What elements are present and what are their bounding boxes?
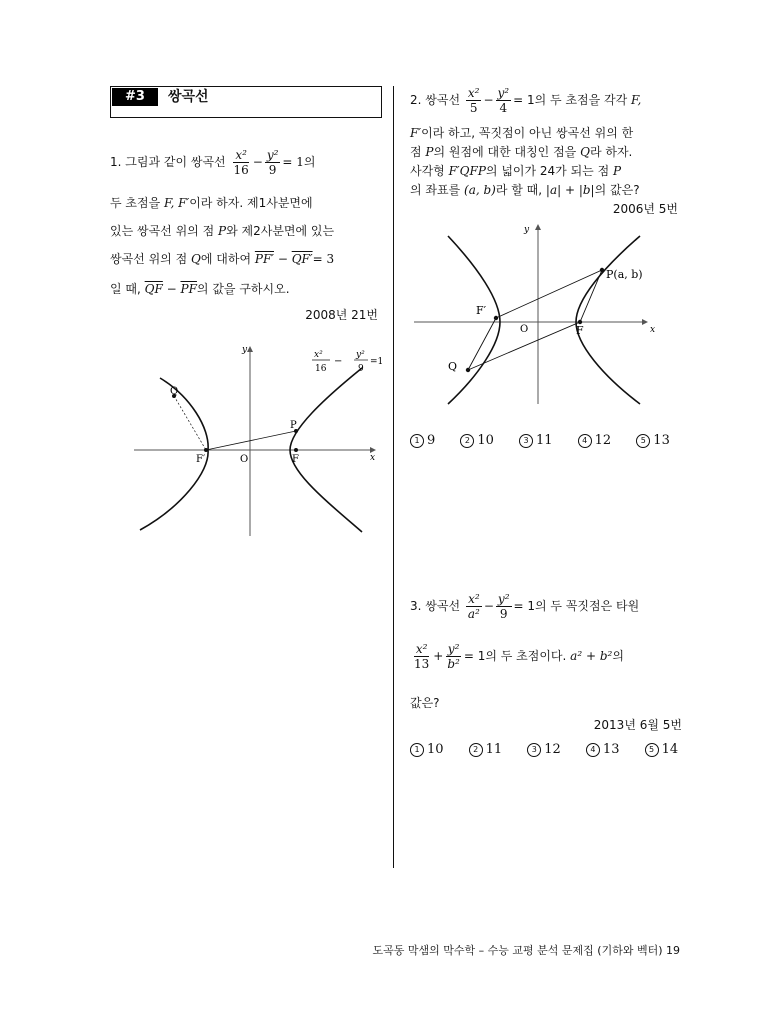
q2-line2: F′이라 하고, 꼭짓점이 아닌 쌍곡선 위의 한 — [410, 126, 634, 140]
q1-source: 2008년 21번 — [305, 308, 378, 322]
graph1-segment-pf — [206, 431, 296, 450]
section-badge: #3 — [112, 88, 158, 106]
graph1-eq-num2: y² — [356, 350, 365, 360]
graph1-x-label: x — [370, 453, 376, 463]
q2-choice-1[interactable]: 1 9 — [410, 433, 435, 448]
graph2-x-label: x — [650, 325, 656, 335]
graph1-y-label: y — [242, 345, 248, 355]
graph1-origin-label: O — [240, 454, 249, 465]
q3-choice-1[interactable]: 1 10 — [410, 742, 444, 757]
graph1-f-label: F — [292, 454, 299, 465]
q3-source: 2013년 6월 5번 — [593, 718, 682, 732]
graph2-y-label: y — [524, 225, 530, 235]
graph1-point-f — [294, 448, 298, 452]
q2-line1: 2. 쌍곡선 $\frac{\text{x²}}{5}$ − $\frac{\text{y²}}{4}$ = 1의 두 초점을 각각 F, — [410, 86, 642, 115]
graph1-point-fp — [204, 448, 208, 452]
q1-line3: 있는 쌍곡선 위의 점 P와 제2사분면에 있는 — [110, 224, 335, 238]
q1-line4: 쌍곡선 위의 점 Q에 대하여 PF′ − QF′= 3 — [110, 252, 335, 266]
q2-fraction-y: $\frac{\text{y²}}{4}$ — [497, 86, 510, 115]
q3-line1: 3. 쌍곡선 $\frac{\text{x²}}{\text{a²}}$ − $\frac{\text{y²}}{9}$ = 1의 두 꼭짓점은 타원 — [410, 592, 640, 621]
q3-fraction-y: $\frac{\text{y²}}{9}$ — [497, 592, 510, 621]
graph2-left-branch — [448, 236, 500, 404]
graph2-point-fp — [494, 316, 498, 320]
section-title: 쌍곡선 — [168, 89, 209, 105]
q2-line4: 사각형 F′QFP의 넓이가 24가 되는 점 P — [410, 164, 622, 178]
graph1-eq-den2: 9 — [358, 364, 364, 374]
q1-fraction-x: $\frac{\text{x²}}{16}$ — [233, 148, 249, 177]
q2-line5: 의 좌표를 (a, b)라 할 때, |a| + |b|의 값은? — [410, 183, 640, 197]
q3-fraction-x: $\frac{\text{x²}}{\text{a²}}$ — [467, 592, 480, 621]
q3-line2: $\frac{\text{x²}}{13}$ + $\frac{\text{y²}}{\text{b²}}$ = 1의 두 초점이다. a² + b²의 — [414, 642, 624, 671]
q2-choices — [410, 429, 690, 448]
graph2-right-branch — [576, 236, 640, 404]
graph2-f-label: F — [576, 324, 584, 337]
svg-text:−: − — [334, 356, 343, 367]
column-divider — [393, 86, 394, 868]
q1-line1: 1. 그림과 같이 쌍곡선 $\frac{\text{x²}}{16}$ − $\frac{\text{y²}}{9}$ = 1의 — [110, 148, 316, 177]
graph2-point-q — [466, 368, 470, 372]
graph1-p-label: P — [290, 420, 297, 431]
q3-line3: 값은? — [410, 696, 440, 710]
graph1-q-label: Q — [170, 386, 179, 397]
q3-ellipse-fraction-x: $\frac{\text{x²}}{13}$ — [414, 642, 430, 671]
q3-choice-3[interactable]: 3 12 — [527, 742, 561, 757]
q1-line2: 두 초점을 F, F′이라 하자. 제1사분면에 — [110, 196, 313, 210]
q3-choice-2[interactable]: 2 11 — [469, 742, 503, 757]
graph2-fp-label: F′ — [476, 304, 487, 317]
graph1-eq-den1: 16 — [315, 364, 327, 374]
graph1-hyperbola — [130, 338, 392, 538]
q3-ellipse-fraction-y: $\frac{\text{y²}}{\text{b²}}$ — [447, 642, 460, 671]
q2-source: 2006년 5번 — [612, 202, 678, 216]
q2-line3: 점 P의 원점에 대한 대칭인 점을 Q라 하자. — [410, 145, 633, 159]
graph1-fp-label: F′ — [196, 454, 206, 465]
graph2-origin-label: O — [520, 324, 529, 335]
graph2-point-p — [600, 268, 604, 272]
q1-line5: 일 때, $\overline{QF} - \overline{PF}$의 값을 구하시오. — [110, 282, 290, 296]
q3-choice-4[interactable]: 4 13 — [586, 742, 620, 757]
q3-choice-5[interactable]: 5 14 — [645, 742, 679, 757]
q2-choice-3[interactable]: 3 11 — [519, 433, 553, 448]
graph1-eq-num1: x² — [314, 350, 323, 360]
q2-choice-4[interactable]: 4 12 — [578, 433, 612, 448]
q2-fraction-x: $\frac{\text{x²}}{5}$ — [467, 86, 480, 115]
page-footer: 도곡동 막샘의 막수학 – 수능 교평 분석 문제집 (기하와 벡터) 19 — [372, 944, 680, 957]
q2-choice-5[interactable]: 5 13 — [636, 433, 670, 448]
graph1-eq-tail: =1 — [370, 357, 384, 367]
graph2-hyperbola — [408, 218, 670, 408]
q2-choice-2[interactable]: 2 10 — [460, 433, 494, 448]
q1-fraction-y: $\frac{\text{y²}}{9}$ — [266, 148, 279, 177]
q3-choices — [410, 738, 698, 757]
graph2-q-label: Q — [448, 360, 458, 373]
graph2-p-label: P(a, b) — [606, 268, 643, 281]
